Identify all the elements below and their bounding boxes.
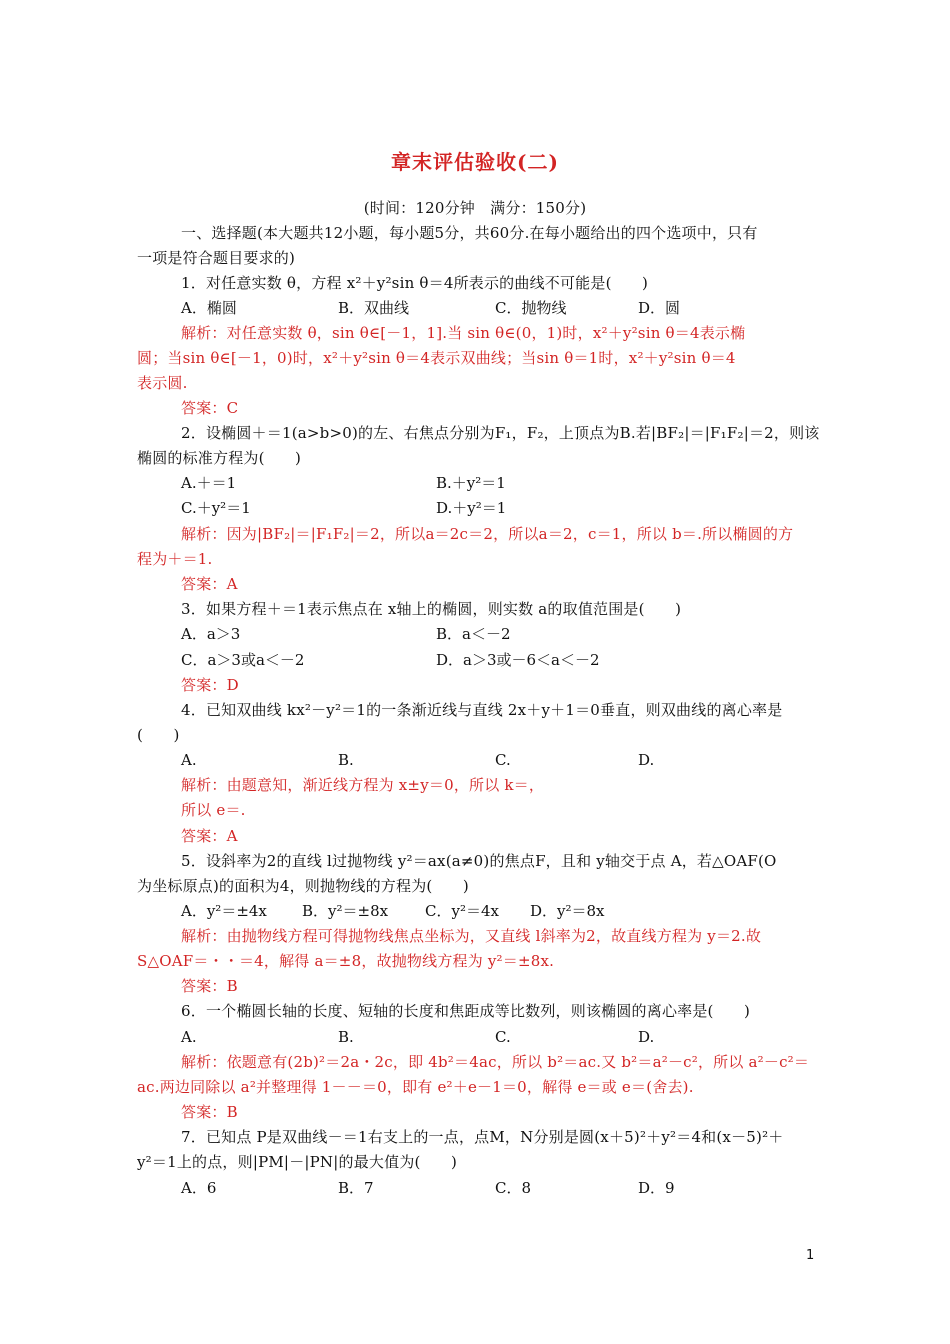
q6-option-a: A. — [181, 1028, 197, 1046]
q5-option-b: B．y²＝±8x — [302, 902, 389, 920]
q5-option-d: D．y²＝8x — [530, 902, 605, 920]
q5-stem-cont: 为坐标原点)的面积为4，则抛物线的方程为( ) — [137, 877, 469, 895]
q3-answer: 答案：D — [181, 676, 239, 694]
q6-stem: 6．一个椭圆长轴的长度、短轴的长度和焦距成等比数列，则该椭圆的离心率是( ) — [181, 1002, 751, 1020]
q1-option-d: D．圆 — [638, 299, 681, 317]
q2-answer: 答案：A — [181, 575, 238, 593]
q2-solution: 解析：因为|BF₂|＝|F₁F₂|＝2，所以a＝2c＝2，所以a＝2，c＝1，所以 b＝.所以椭圆的方 — [181, 525, 794, 543]
q7-option-b: B．7 — [338, 1179, 374, 1197]
q1-solution-end: 表示圆. — [137, 374, 188, 392]
q4-option-a: A. — [181, 751, 197, 769]
q4-stem-cont: ( ) — [137, 726, 180, 744]
q3-option-c: C．a＞3或a＜－2 — [181, 651, 305, 669]
q1-option-a: A．椭圆 — [181, 299, 237, 317]
q4-option-d: D. — [638, 751, 655, 769]
q2-option-c: C.＋y²＝1 — [181, 499, 251, 517]
q5-option-c: C．y²＝4x — [425, 902, 499, 920]
q1-option-b: B．双曲线 — [338, 299, 410, 317]
q1-solution: 解析：对任意实数 θ，sin θ∈[－1，1].当 sin θ∈(0，1)时，x²＋y²sin θ＝4表示椭 — [181, 324, 746, 342]
q5-solution-cont: S△OAF＝・・＝4，解得 a＝±8，故抛物线方程为 y²＝±8x. — [137, 952, 555, 970]
exam-info: (时间：120分钟 满分：150分) — [363, 199, 587, 217]
q7-option-d: D．9 — [638, 1179, 675, 1197]
q4-solution: 解析：由题意知，渐近线方程为 x±y＝0，所以 k＝， — [181, 776, 545, 794]
q5-option-a: A．y²＝±4x — [181, 902, 267, 920]
q2-option-b: B.＋y²＝1 — [436, 474, 506, 492]
q6-solution: 解析：依题意有(2b)²＝2a・2c，即 4b²＝4ac，所以 b²＝ac.又 b²＝a²－c²，所以 a²－c²＝ — [181, 1053, 810, 1071]
q1-option-c: C．抛物线 — [495, 299, 567, 317]
q7-stem: 7．已知点 P是双曲线－＝1右支上的一点，点M，N分别是圆(x＋5)²＋y²＝4和(x－5)²＋ — [181, 1128, 784, 1146]
q3-option-d: D．a＞3或－6＜a＜－2 — [436, 651, 600, 669]
q6-option-d: D. — [638, 1028, 655, 1046]
q5-answer: 答案：B — [181, 977, 238, 995]
q6-option-c: C. — [495, 1028, 511, 1046]
page-title: 章末评估验收(二) — [391, 150, 559, 174]
q7-option-a: A．6 — [181, 1179, 217, 1197]
q2-option-a: A.＋＝1 — [181, 474, 237, 492]
q4-stem: 4．已知双曲线 kx²－y²＝1的一条渐近线与直线 2x＋y＋1＝0垂直，则双曲线的离心率是 — [181, 701, 783, 719]
section-header-cont: 一项是符合题目要求的) — [137, 249, 296, 267]
q3-option-b: B．a＜－2 — [436, 625, 511, 643]
q4-option-c: C. — [495, 751, 511, 769]
q6-option-b: B. — [338, 1028, 354, 1046]
q4-option-b: B. — [338, 751, 354, 769]
q2-stem-cont: 椭圆的标准方程为( ) — [137, 449, 302, 467]
q1-answer: 答案：C — [181, 399, 239, 417]
q6-answer: 答案：B — [181, 1103, 238, 1121]
q6-solution-cont: ac.两边同除以 a²并整理得 1－－＝0，即有 e²＋e－1＝0，解得 e＝或 e＝(舍去). — [137, 1078, 694, 1096]
q2-stem: 2．设椭圆＋＝1(a>b>0)的左、右焦点分别为F₁，F₂，上顶点为B.若|BF₂|＝|F₁F₂|＝2，则该 — [181, 424, 820, 442]
q2-option-d: D.＋y²＝1 — [436, 499, 507, 517]
q3-stem: 3．如果方程＋＝1表示焦点在 x轴上的椭圆，则实数 a的取值范围是( ) — [181, 600, 682, 618]
q4-solution-cont: 所以 e＝. — [181, 801, 246, 819]
q3-option-a: A．a＞3 — [181, 625, 241, 643]
q5-stem: 5．设斜率为2的直线 l过抛物线 y²＝ax(a≠0)的焦点F，且和 y轴交于点 A，若△OAF(O — [181, 852, 777, 870]
q2-solution-cont: 程为＋＝1. — [137, 550, 213, 568]
section-header: 一、选择题(本大题共12小题，每小题5分，共60分.在每小题给出的四个选项中，只有 — [181, 224, 758, 242]
q5-solution: 解析：由抛物线方程可得抛物线焦点坐标为，又直线 l斜率为2，故直线方程为 y＝2.故 — [181, 927, 762, 945]
q7-option-c: C．8 — [495, 1179, 532, 1197]
q1-stem: 1．对任意实数 θ，方程 x²＋y²sin θ＝4所表示的曲线不可能是( ) — [181, 274, 649, 292]
page-number: 1 — [806, 1248, 815, 1263]
q1-solution-cont: 圆；当sin θ∈[－1，0)时，x²＋y²sin θ＝4表示双曲线；当sin θ＝1时，x²＋y²sin θ＝4 — [137, 349, 736, 367]
q7-stem-cont: y²＝1上的点，则|PM|－|PN|的最大值为( ) — [137, 1153, 458, 1171]
q4-answer: 答案：A — [181, 827, 238, 845]
